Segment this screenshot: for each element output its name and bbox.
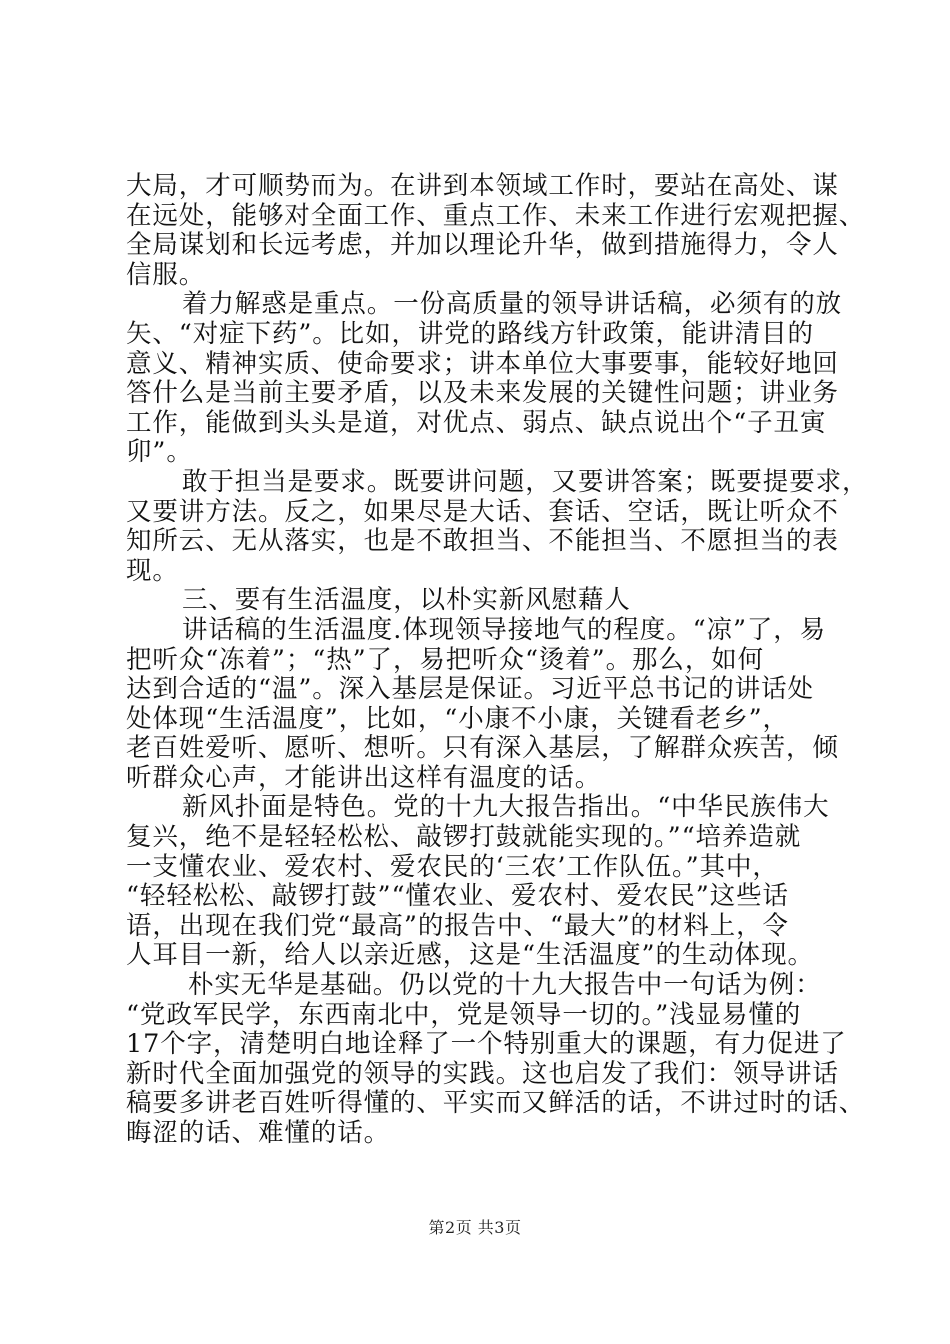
text-line: “党政军民学，东西南北中，党是领导一切的。”浅显易懂的 bbox=[126, 999, 802, 1030]
text-line: 处体现“生活温度”，比如，“小康不小康，关键看老乡”， bbox=[126, 703, 789, 734]
text-line: “轻轻松松、敲锣打鼓”“懂农业、爱农村、爱农民”这些话 bbox=[126, 881, 789, 912]
text-line: 新时代全面加强党的领导的实践。这也启发了我们：领导讲话 bbox=[126, 1058, 839, 1089]
text-line: 老百姓爱听、愿听、想听。只有深入基层，了解群众疾苦，倾 bbox=[126, 733, 839, 764]
text-line: 意义、精神实质、使命要求；讲本单位大事要事，能较好地回 bbox=[126, 348, 839, 379]
text-line: 知所云、无从落实，也是不敢担当、不能担当、不愿担当的表 bbox=[126, 526, 839, 557]
text-line: 把听众“冻着”；“热”了，易把听众“烫着”。那么，如何 bbox=[126, 644, 765, 675]
text-line: 听群众心声，才能讲出这样有温度的话。 bbox=[126, 762, 602, 793]
text-line: 17个字，清楚明白地诠释了一个特别重大的课题，有力促进了 bbox=[126, 1029, 847, 1060]
text-line: 现。 bbox=[126, 555, 179, 586]
text-line: 达到合适的“温”。深入基层是保证。习近平总书记的讲话处 bbox=[126, 674, 814, 705]
text-line: 稿要多讲老百姓听得懂的、平实而又鲜活的话，不讲过时的话、 bbox=[126, 1088, 866, 1119]
text-line: 信服。 bbox=[126, 259, 206, 290]
text-line: 在远处，能够对全面工作、重点工作、未来工作进行宏观把握、 bbox=[126, 200, 866, 231]
text-line: 又要讲方法。反之，如果尽是大话、套话、空话，既让听众不 bbox=[126, 496, 839, 527]
section-heading: 三、要有生活温度，以朴实新风慰藉人 bbox=[182, 585, 631, 616]
text-line: 答什么是当前主要矛盾，以及未来发展的关键性问题；讲业务 bbox=[126, 378, 839, 409]
paragraph-first-line: 新风扑面是特色。党的十九大报告指出。“中华民族伟大 bbox=[182, 792, 830, 823]
text-line: 全局谋划和长远考虑，并加以理论升华，做到措施得力，令人 bbox=[126, 230, 839, 261]
text-line: 语，出现在我们党“最高”的报告中、“最大”的材料上，令 bbox=[126, 910, 789, 941]
text-line: 复兴，绝不是轻轻松松、敲锣打鼓就能实现的。”“培养造就 bbox=[126, 822, 802, 853]
paragraph-first-line: 敢于担当是要求。既要讲问题，又要讲答案；既要提要求， bbox=[182, 466, 869, 497]
page-number-footer: 第2页 共3页 bbox=[428, 1218, 522, 1237]
text-line: 矢、“对症下药”。比如，讲党的路线方针政策，能讲清目的 bbox=[126, 318, 814, 349]
paragraph-first-line: 着力解惑是重点。一份高质量的领导讲话稿，必须有的放 bbox=[182, 289, 843, 320]
text-line: 一支懂农业、爱农村、爱农民的‘三农’工作队伍。”其中， bbox=[126, 851, 779, 882]
text-line: 卯”。 bbox=[126, 437, 193, 468]
document-body bbox=[126, 171, 869, 1149]
text-line: 晦涩的话、难懂的话。 bbox=[126, 1118, 391, 1148]
paragraph-first-line: 讲话稿的生活温度.体现领导接地气的程度。“凉”了，易 bbox=[182, 614, 827, 645]
text-line: 大局，才可顺势而为。在讲到本领域工作时，要站在高处、谋 bbox=[126, 171, 839, 201]
paragraph-first-line: 朴实无华是基础。仍以党的十九大报告中一句话为例： bbox=[188, 970, 822, 1001]
text-line: 人耳目一新，给人以亲近感，这是“生活温度”的生动体现。 bbox=[126, 940, 814, 971]
text-line: 工作，能做到头头是道，对优点、弱点、缺点说出个“子丑寅 bbox=[126, 407, 827, 438]
